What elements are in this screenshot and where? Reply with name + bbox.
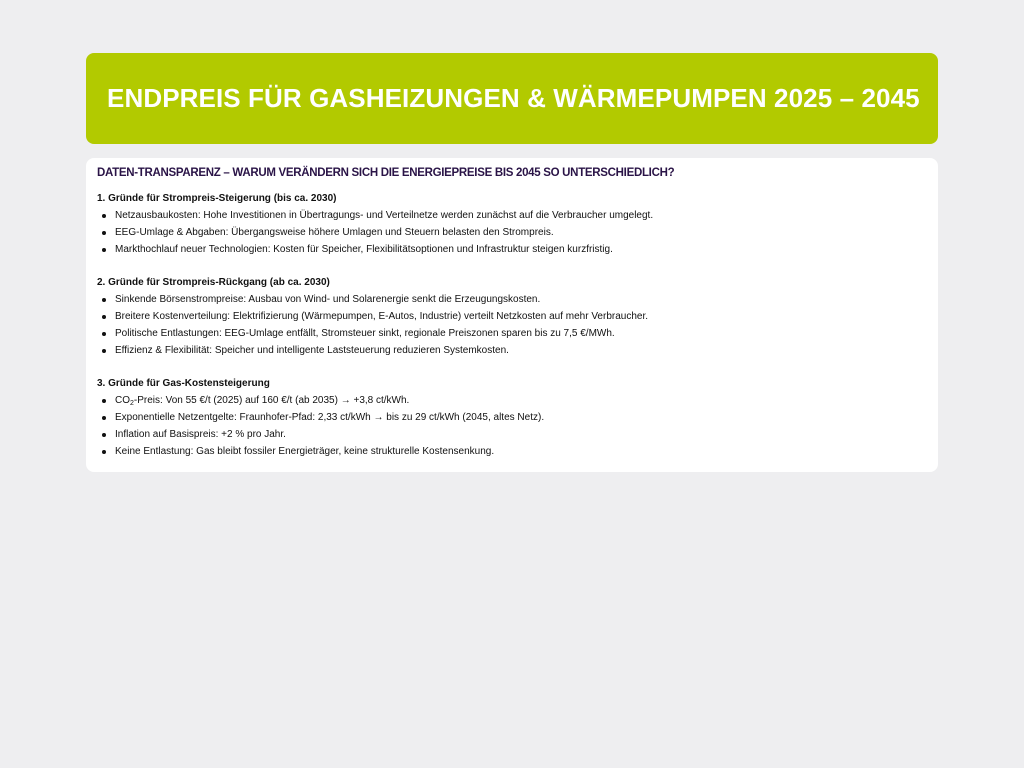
page-title: ENDPREIS FÜR GASHEIZUNGEN & WÄRMEPUMPEN 2025 – 2045 [107,83,920,113]
data-transparency-card [86,158,938,472]
list-item [97,325,927,342]
list-item [97,241,927,258]
bullet-icon [102,332,106,336]
list-item [97,207,927,224]
list-item [97,342,927,359]
section-title: 1. Gründe für Strompreis-Steigerung (bis ca. 2030) [97,193,337,204]
list-item [97,308,927,325]
bullet-icon [102,315,106,319]
list-item-text: Breitere Kostenverteilung: Elektrifizierung (Wärmepumpen, E-Autos, Industrie) verteilt Netzkosten auf mehr Verbraucher. [115,311,649,322]
bullet-icon [102,214,106,218]
list-item [97,291,927,308]
header-banner [86,53,938,144]
list-item-text: Markthochlauf neuer Technologien: Kosten für Speicher, Flexibilitätsoptionen und Infrastruktur steigen kurzfristig. [115,244,613,255]
bullet-list [97,392,927,460]
section-gas-kostensteigerung [97,378,927,460]
section-strompreis-steigerung [97,193,927,258]
list-item [97,392,927,409]
bullet-icon [102,433,106,437]
bullet-icon [102,298,106,302]
list-item [97,443,927,460]
list-item-text: EEG-Umlage & Abgaben: Übergangsweise höhere Umlagen und Steuern belasten den Strompreis. [115,227,554,238]
bullet-icon [102,349,106,353]
section-title: 2. Gründe für Strompreis-Rückgang (ab ca. 2030) [97,277,330,288]
list-item [97,409,927,426]
list-item [97,224,927,241]
list-item-text: Exponentielle Netzentgelte: Fraunhofer-Pfad: 2,33 ct/kWh → bis zu 29 ct/kWh (2045, altes Netz). [115,412,545,423]
bullet-icon [102,416,106,420]
list-item-text: Keine Entlastung: Gas bleibt fossiler Energieträger, keine strukturelle Kostensenkung. [115,446,495,457]
bullet-icon [102,248,106,252]
bullet-icon [102,450,106,454]
list-item-text: Effizienz & Flexibilität: Speicher und intelligente Laststeuerung reduzieren Systemkosten. [115,345,509,356]
section-title: 3. Gründe für Gas-Kostensteigerung [97,378,270,389]
bullet-list [97,291,927,359]
section-strompreis-rueckgang [97,277,927,359]
list-item-text: Netzausbaukosten: Hohe Investitionen in Übertragungs- und Verteilnetze werden zunächst auf die Verbraucher umgelegt. [115,210,654,221]
list-item [97,426,927,443]
list-item-text: Sinkende Börsenstrompreise: Ausbau von Wind- und Solarenergie senkt die Erzeugungskosten. [115,294,541,305]
bullet-icon [102,231,106,235]
list-item-text: Inflation auf Basispreis: +2 % pro Jahr. [115,429,286,440]
list-item-text: Politische Entlastungen: EEG-Umlage entfällt, Stromsteuer sinkt, regionale Preiszonen sparen bis zu 7,5 €/MWh. [115,328,615,339]
card-heading: DATEN-TRANSPARENZ – WARUM VERÄNDERN SICH DIE ENERGIEPREISE BIS 2045 SO UNTERSCHIEDLICH? [97,167,675,179]
list-item-text: -Preis: Von 55 €/t (2025) auf 160 €/t (ab 2035) → +3,8 ct/kWh. [133,395,410,406]
co2-label: CO [115,395,130,406]
co2-subscript: 2 [130,400,134,407]
bullet-icon [102,399,106,403]
bullet-list [97,207,927,258]
